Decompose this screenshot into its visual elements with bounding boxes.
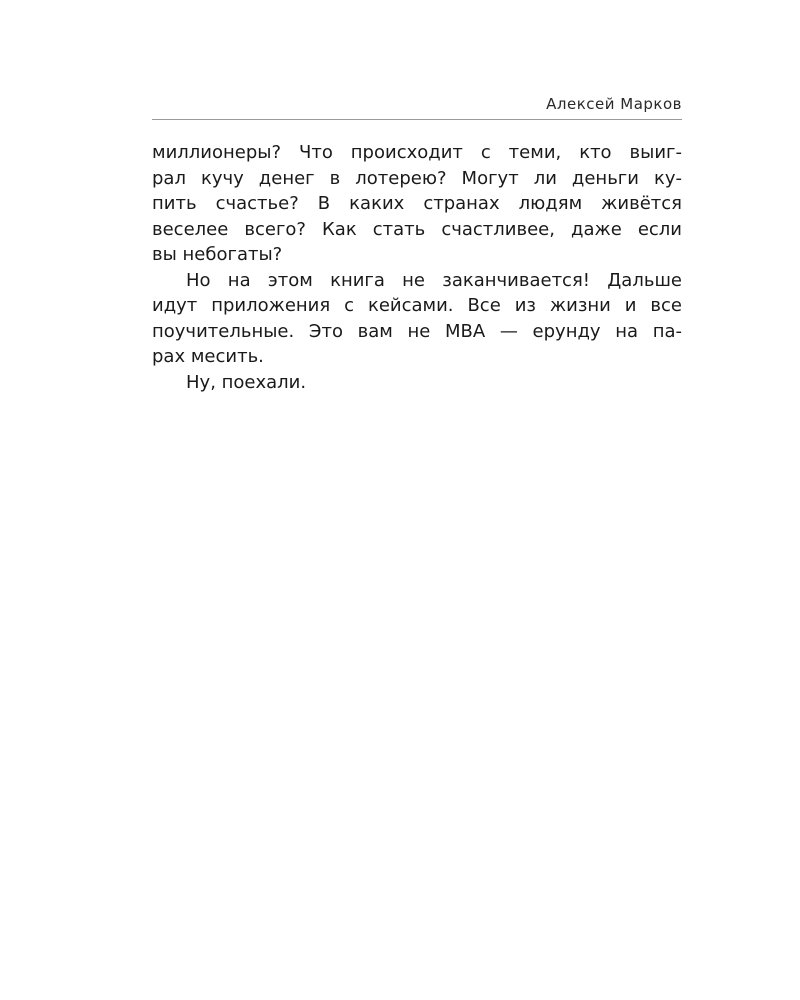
body-text [152, 140, 682, 395]
text-line: поучительные. Это вам не MBA — ерунду на па- [152, 320, 682, 342]
book-page [152, 0, 682, 1000]
text-line: пить счастье? В каких странах людям живётся [152, 193, 682, 214]
text-line: Но на этом книга не заканчивается! Дальше [186, 269, 682, 291]
text-line: веселее всего? Как стать счастливее, даже если [152, 218, 682, 240]
text-line: рах месить. [152, 346, 264, 367]
text-line: идут приложения с кейсами. Все из жизни и все [152, 295, 682, 316]
text-line: рал кучу денег в лотерею? Могут ли деньги ку- [152, 167, 682, 189]
text-line: миллионеры? Что происходит с теми, кто выиг- [152, 142, 682, 163]
text-line: Ну, поехали. [186, 371, 307, 393]
text-line: вы небогаты? [152, 244, 283, 265]
header-rule [152, 119, 682, 120]
running-head-author: Алексей Марков [546, 95, 682, 113]
